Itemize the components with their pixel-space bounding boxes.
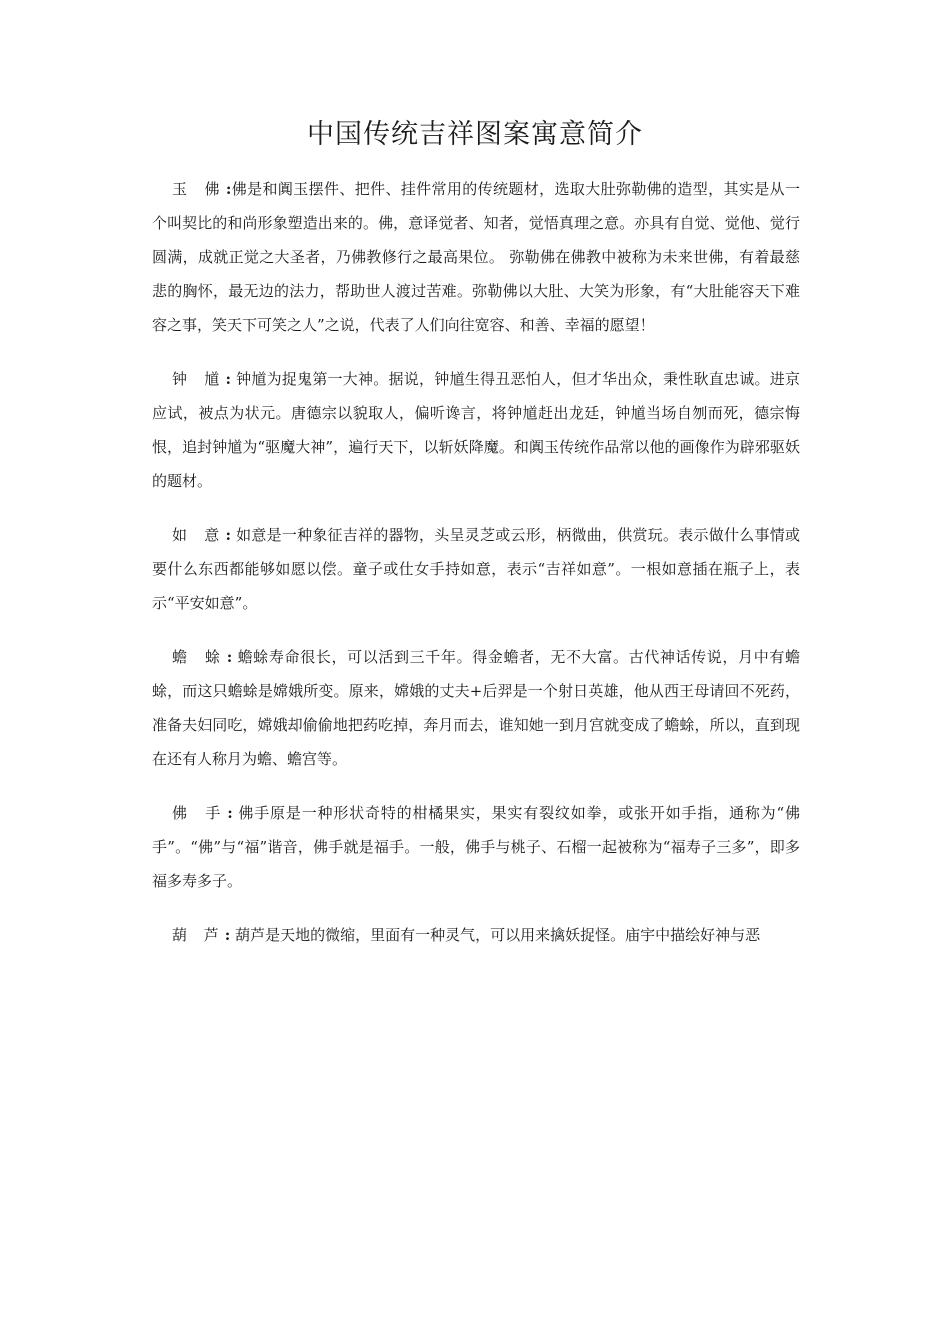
entry-toad — [152, 640, 800, 776]
entry-colon: : — [227, 804, 233, 822]
entry-colon: : — [224, 926, 231, 944]
entry-term: 玉 佛 — [172, 180, 226, 198]
entry-term: 钟 馗 — [172, 370, 226, 388]
entry-text: 如意是一种象征吉祥的器物，头呈灵芝或云形，柄微曲，供赏玩。表示做什么事情或要什么东西都能够如愿以偿。童子或仕女手持如意，表示“吉祥如意”。一根如意插在瓶子上，表示“平安如意”。 — [152, 526, 800, 612]
entry-text: 佛是和阗玉摆件、把件、挂件常用的传统题材，选取大肚弥勒佛的造型，其实是从一个叫契比的和尚形象塑造出来的。佛，意译觉者、知者，觉悟真理之意。亦具有自觉、觉他、觉行圆满，成就正觉之大圣者，乃佛教修行之最高果位。 弥勒佛在佛教中被称为未来世佛，有着最慈悲的胸怀，最无边的法力，帮助世人渡过苦难。弥勒佛以大肚、大笑为形象，有“大肚能容天下难容之事，笑天下可笑之人”之说，代表了人们向往宽容、和善、幸福的愿望！ — [152, 180, 800, 334]
entry-term: 蟾 蜍 — [172, 648, 227, 666]
entry-term: 佛 手 — [172, 804, 228, 822]
entry-gourd — [152, 918, 800, 952]
entry-buddha-hand — [152, 796, 800, 898]
entry-colon: : — [225, 180, 232, 198]
entry-colon: : — [225, 526, 232, 544]
document-body — [152, 172, 800, 952]
entry-text: 蟾蜍寿命很长，可以活到三千年。得金蟾者，无不大富。古代神话传说，月中有蟾蜍，而这只蟾蜍是嫦娥所变。原来，嫦娥的丈夫+后羿是一个射日英雄，他从西王母请回不死药，准备夫妇同吃，嫦娥却偷偷地把药吃掉，奔月而去，谁知她一到月宫就变成了蟾蜍，所以，直到现在还有人称月为蟾、蟾宫等。 — [152, 648, 800, 768]
entry-text: 佛手原是一种形状奇特的柑橘果实，果实有裂纹如拳，或张开如手指，通称为“佛手”。“佛”与“福”谐音，佛手就是福手。一般，佛手与桃子、石榴一起被称为“福寿子三多”，即多福多寿多子。 — [152, 804, 800, 890]
entry-colon: : — [225, 370, 232, 388]
entry-term: 葫 芦 — [172, 926, 225, 944]
document-title: 中国传统吉祥图案寓意简介 — [307, 119, 643, 150]
entry-term: 如 意 — [172, 526, 226, 544]
entry-ruyi — [152, 518, 800, 620]
entry-zhong-kui — [152, 362, 800, 498]
entry-text: 葫芦是天地的微缩，里面有一种灵气，可以用来擒妖捉怪。庙宇中描绘好神与恶 — [230, 926, 761, 944]
entry-jade-buddha — [152, 172, 800, 342]
entry-colon: : — [226, 648, 233, 666]
entry-text: 钟馗为捉鬼第一大神。据说，钟馗生得丑恶怕人，但才华出众，秉性耿直忠诚。进京应试，被点为状元。唐德宗以貌取人，偏听谗言，将钟馗赶出龙廷，钟馗当场自刎而死，德宗悔恨，追封钟馗为“驱魔大神”，遍行天下，以斩妖降魔。和阗玉传统作品常以他的画像作为辟邪驱妖的题材。 — [152, 370, 800, 490]
